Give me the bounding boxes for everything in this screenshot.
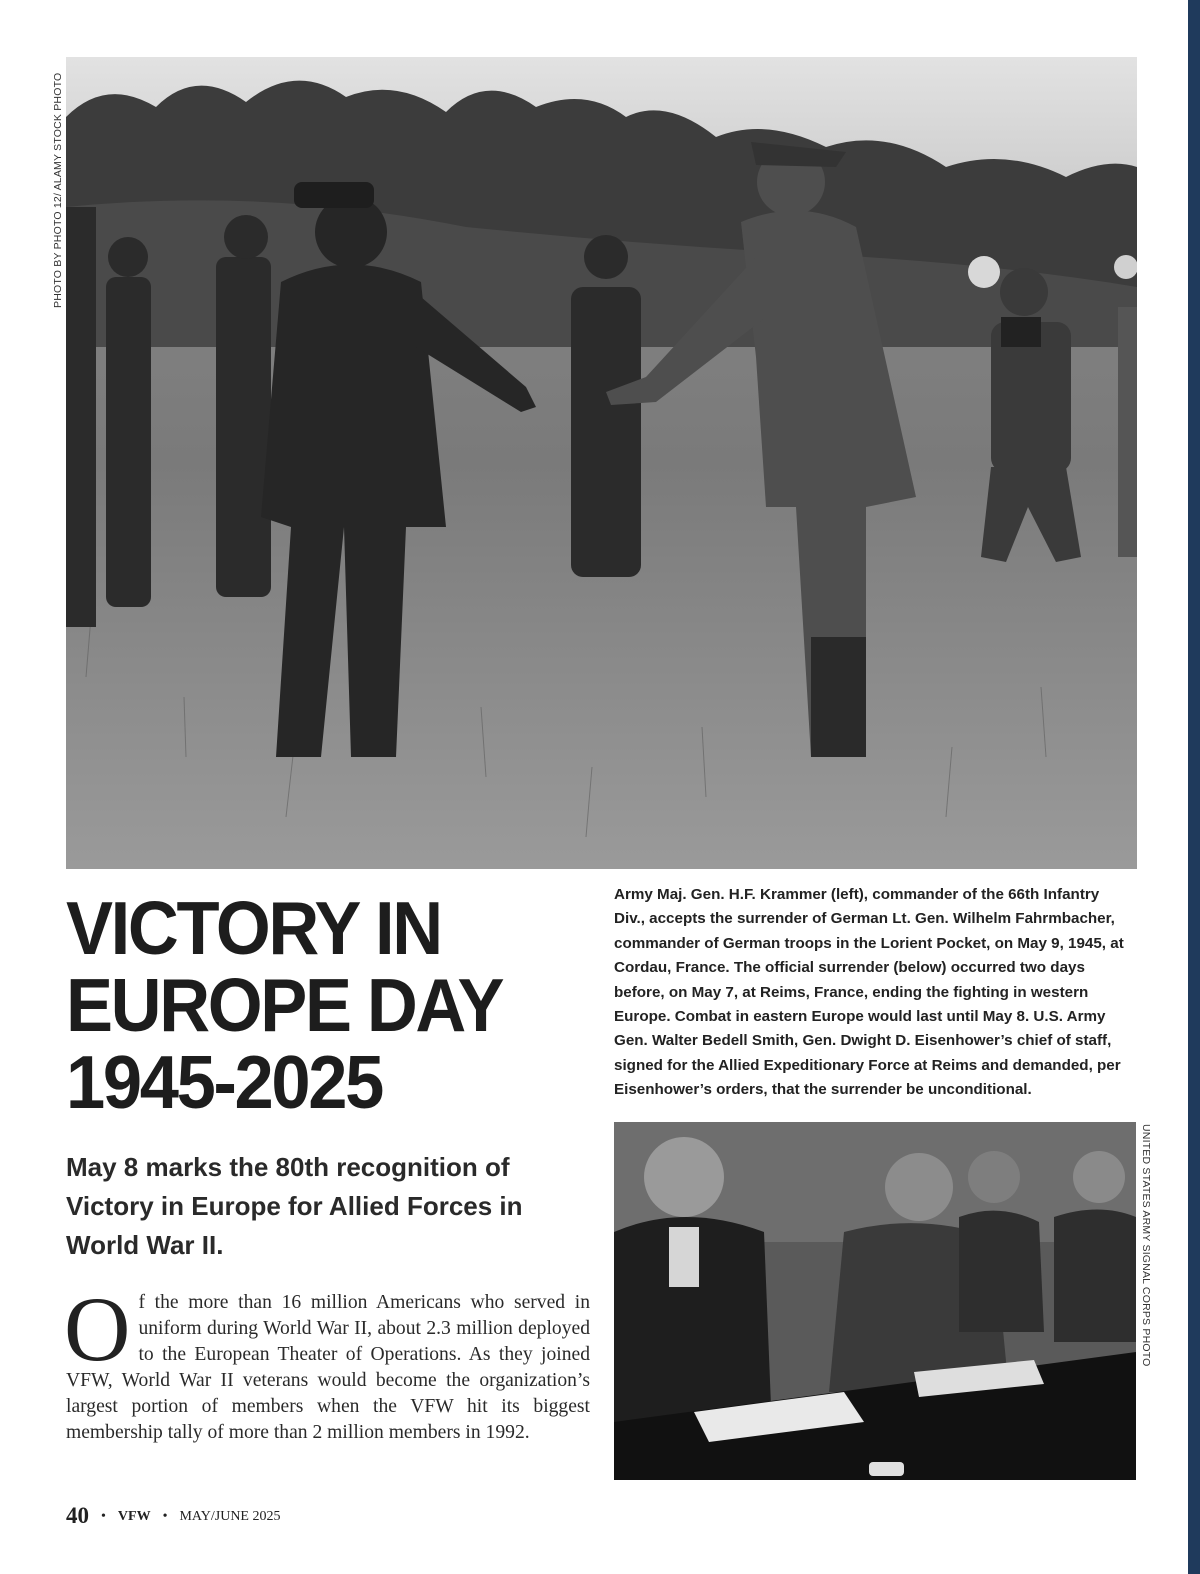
headline-line-1: VICTORY IN bbox=[66, 886, 441, 970]
bottom-photo-credit: UNITED STATES ARMY SIGNAL CORPS PHOTO bbox=[1140, 1124, 1152, 1367]
surrender-ceremony-photo bbox=[66, 57, 1137, 869]
top-photo-credit: PHOTO BY PHOTO 12/ ALAMY STOCK PHOTO bbox=[52, 72, 64, 308]
page-edge-bar bbox=[1188, 0, 1200, 1574]
headline-line-3: 1945-2025 bbox=[66, 1040, 383, 1124]
deck-subheadline: May 8 marks the 80th recognition of Victory in Europe for Allied Forces in World War II. bbox=[66, 1152, 523, 1260]
photo-caption: Army Maj. Gen. H.F. Krammer (left), commander of the 66th Infantry Div., accepts the surrender of German Lt. Gen. Wilhelm Fahrmbacher, commander of German troops in the Lorient Pocket, on May 9, 1945, at Cordau, France. The official surrender (below) occurred two days before, on May 7, at Reims, France, ending the fighting in western Europe. Combat in eastern Europe would last until May 8. U.S. Army Gen. Walter Bedell Smith, Gen. Dwight D. Eisenhower’s chief of staff, signed for the Allied Expeditionary Force at Reims and demanded, per Eisenhower’s orders, that the surrender be unconditional. bbox=[614, 886, 1124, 1099]
reims-signing-photo bbox=[614, 1122, 1136, 1480]
article-body-text: f the more than 16 million Americans who served in uniform during World War II, about 2.3 million deployed to the European Theater of Operations. As they joined VFW, World War II veterans would become the organization’s largest portion of members when the VFW hit its biggest membership tally of more than 2 million members in 1992. bbox=[66, 1292, 590, 1443]
headline-line-2: EUROPE DAY bbox=[66, 963, 503, 1047]
page-number: 40 bbox=[66, 1503, 89, 1528]
magazine-name: VFW bbox=[117, 1509, 151, 1524]
drop-cap: O bbox=[64, 1278, 131, 1380]
footer-separator: • bbox=[162, 1509, 168, 1524]
footer-separator: • bbox=[101, 1509, 106, 1524]
article-body bbox=[64, 1278, 590, 1446]
issue-date: MAY/JUNE 2025 bbox=[179, 1509, 281, 1524]
page-footer bbox=[66, 1503, 280, 1529]
headline bbox=[66, 886, 574, 1124]
